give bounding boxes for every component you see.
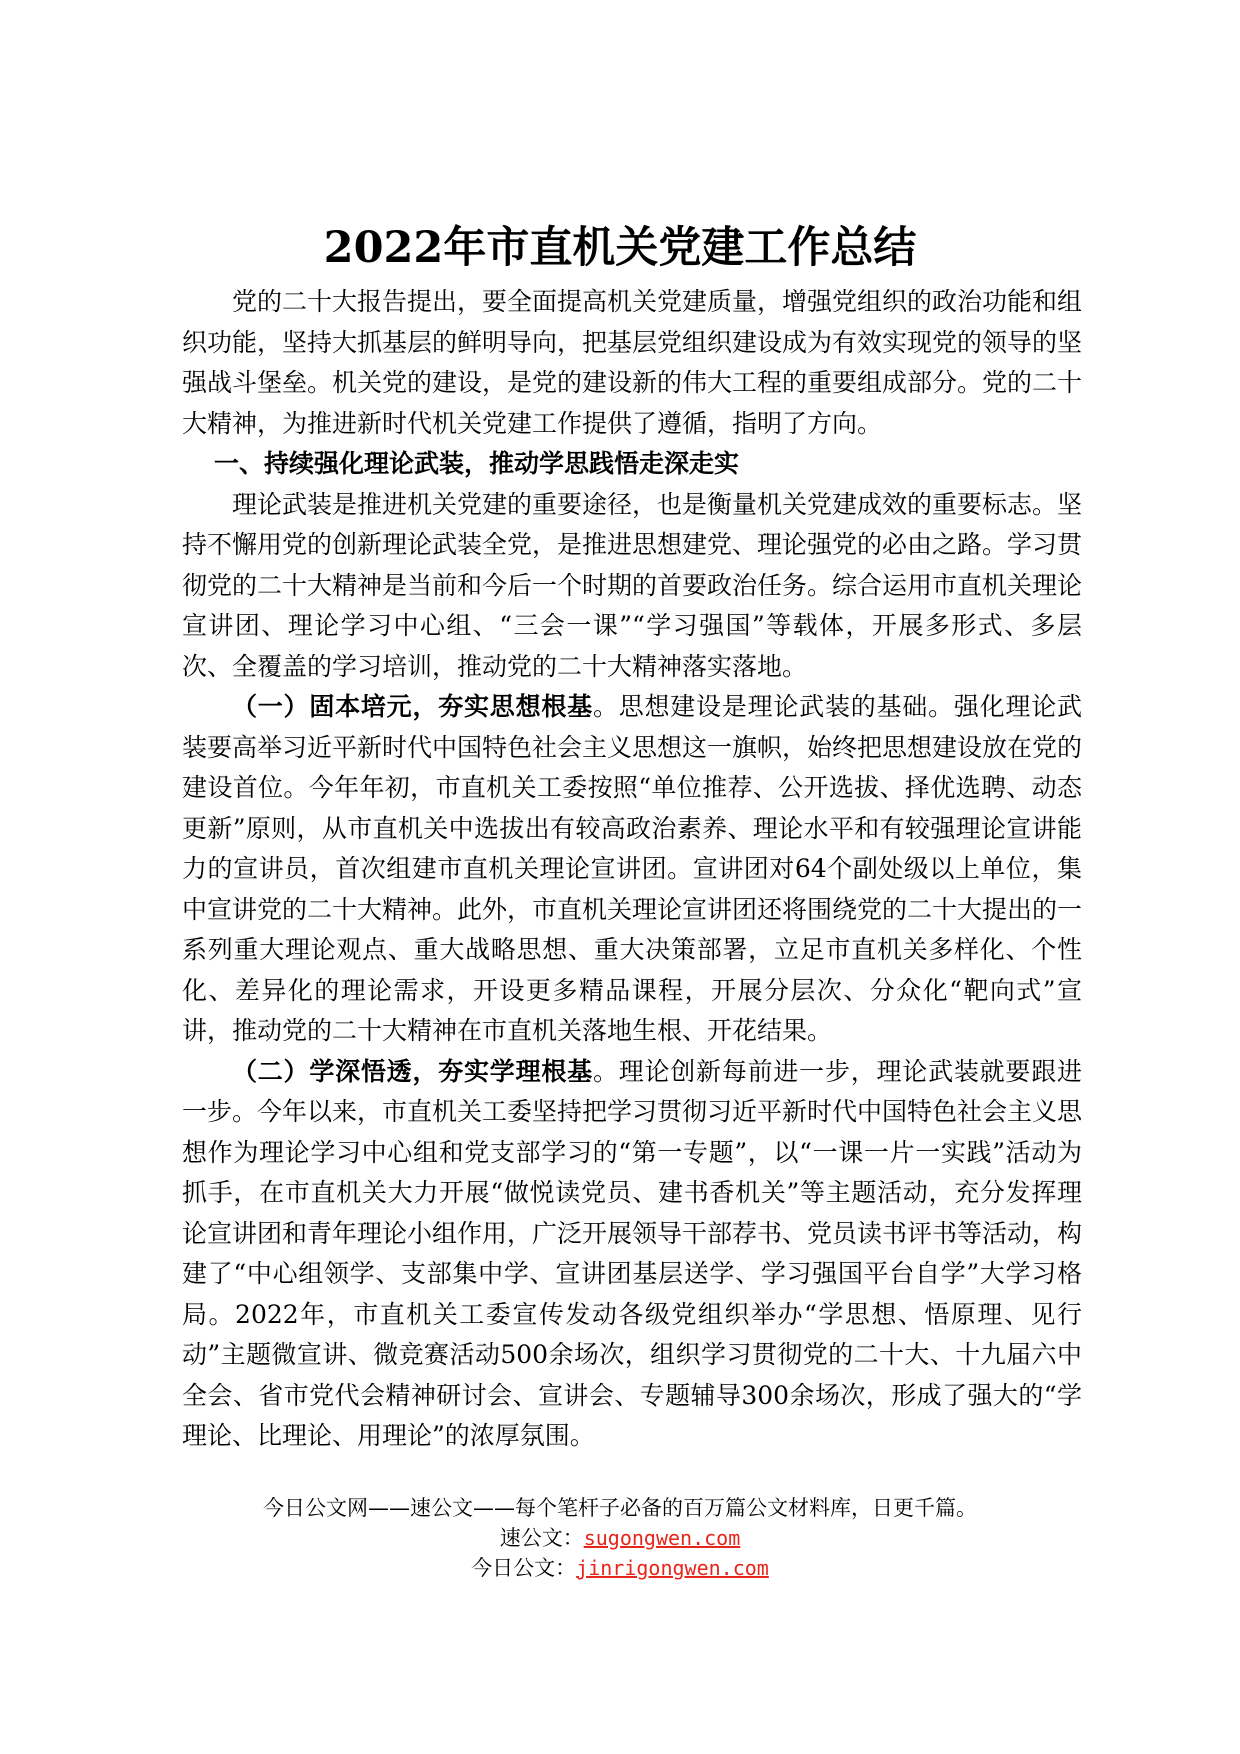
intro-paragraph: 党的二十大报告提出，要全面提高机关党建质量，增强党组织的政治功能和组织功能，坚持大抓基层的鲜明导向，把基层党组织建设成为有效实现党的领导的坚强战斗堡垒。机关党的建设，是党的建设新的伟大工程的重要组成部分。党的二十大精神，为推进新时代机关党建工作提供了遵循，指明了方向。 xyxy=(182,287,1083,438)
section-1-heading: 一、持续强化理论武装，推动学思践悟走深走实 xyxy=(214,449,740,478)
subsection-2-paragraph xyxy=(182,1052,1082,1457)
document-body xyxy=(182,282,1082,1457)
subsection-1-heading: （一）固本培元，夯实思想根基 xyxy=(232,692,593,721)
subsection-2-heading: （二）学深悟透，夯实学理根基 xyxy=(232,1056,593,1086)
footer-slogan: 今日公文网——速公文——每个笔杆子必备的百万篇公文材料库，日更千篇。 xyxy=(263,1496,977,1520)
footer-sugongwen-label: 速公文： xyxy=(499,1526,584,1550)
subsection-1-paragraph xyxy=(182,687,1082,1052)
footer-jinrigongwen-line xyxy=(0,1553,1240,1583)
subsection-1-text: 。思想建设是理论武装的基础。强化理论武装要高举习近平新时代中国特色社会主义思想这一旗帜，始终把思想建设放在党的建设首位。今年年初，市直机关工委按照“单位推荐、公开选拔、择优选聘、动态更新”原则，从市直机关中选拔出有较高政治素养、理论水平和有较强理论宣讲能力的宣讲员，首次组建市直机关理论宣讲团。宣讲团对64个副处级以上单位，集中宣讲党的二十大精神。此外，市直机关理论宣讲团还将围绕党的二十大提出的一系列重大理论观点、重大战略思想、重大决策部署，立足市直机关多样化、个性化、差异化的理论需求，开设更多精品课程，开展分层次、分众化“靶向式”宣讲，推动党的二十大精神在市直机关落地生根、开花结果。 xyxy=(182,692,1083,1045)
document-title: 2022年市直机关党建工作总结 xyxy=(323,223,917,273)
subsection-2-text: 。理论创新每前进一步，理论武装就要跟进一步。今年以来，市直机关工委坚持把学习贯彻习近平新时代中国特色社会主义思想作为理论学习中心组和党支部学习的“第一专题”，以“一课一片一实践”活动为抓手，在市直机关大力开展“做悦读党员、建书香机关”等主题活动，充分发挥理论宣讲团和青年理论小组作用，广泛开展领导干部荐书、党员读书评书等活动，构建了“中心组领学、支部集中学、宣讲团基层送学、学习强国平台自学”大学习格局。2022年，市直机关工委宣传发动各级党组织举办“学思想、悟原理、见行动”主题微宣讲、微竞赛活动500余场次，组织学习贯彻党的二十大、十九届六中全会、省市党代会精神研讨会、宣讲会、专题辅导300余场次，形成了强大的“学理论、比理论、用理论”的浓厚氛围。 xyxy=(182,1056,1083,1450)
sugongwen-link[interactable]: sugongwen.com xyxy=(583,1526,741,1550)
footer-jinrigongwen-label: 今日公文： xyxy=(471,1556,577,1580)
footer xyxy=(0,1493,1240,1583)
section-1-paragraph: 理论武装是推进机关党建的重要途径，也是衡量机关党建成效的重要标志。坚持不懈用党的创新理论武装全党，是推进思想建党、理论强党的必由之路。学习贯彻党的二十大精神是当前和今后一个时期的首要政治任务。综合运用市直机关理论宣讲团、理论学习中心组、“三会一课”“学习强国”等载体，开展多形式、多层次、全覆盖的学习培训，推动党的二十大精神落实落地。 xyxy=(182,489,1083,681)
jinrigongwen-link[interactable]: jinrigongwen.com xyxy=(576,1556,769,1580)
footer-sugongwen-line xyxy=(0,1523,1240,1553)
